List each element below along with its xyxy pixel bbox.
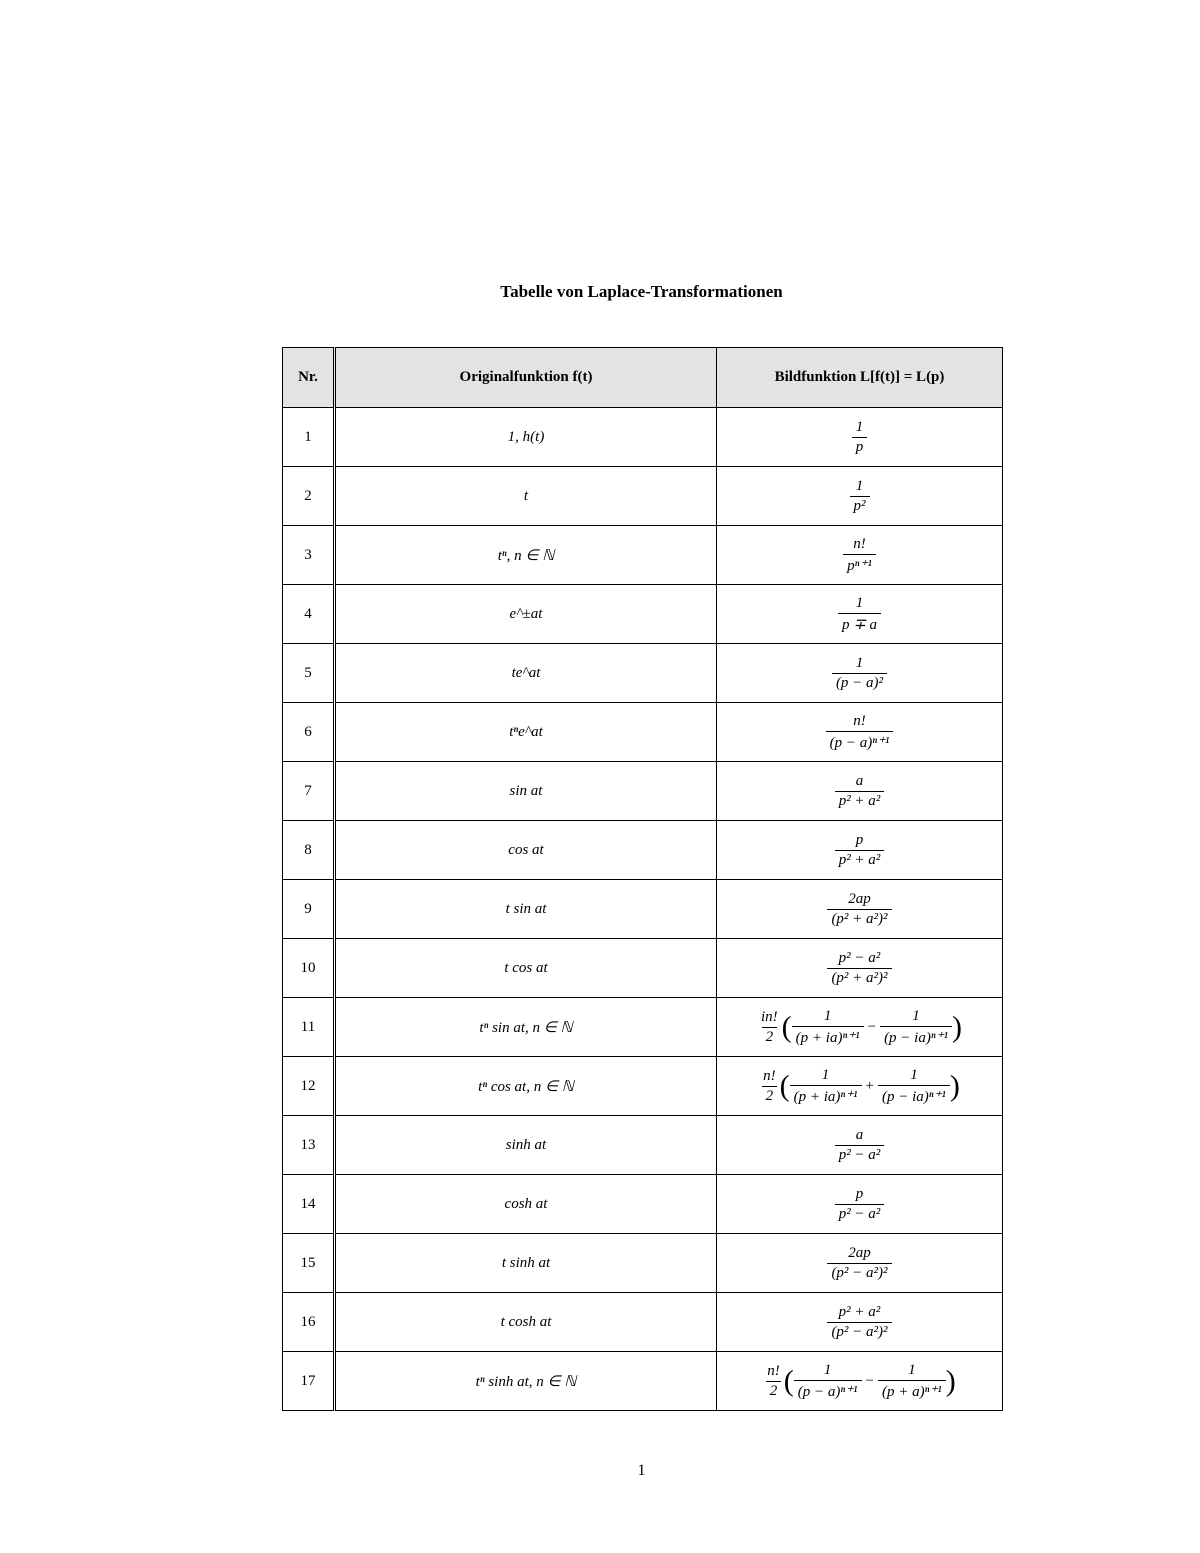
image-function: [717, 703, 1003, 762]
fraction: [835, 1127, 885, 1164]
table-row: [283, 644, 1003, 703]
image-function: [717, 1116, 1003, 1175]
prefactor-fraction: [757, 1009, 782, 1046]
right-paren: ): [951, 1010, 962, 1043]
original-function: tⁿe^at: [335, 703, 717, 762]
first-fraction: [794, 1362, 862, 1401]
table-row: [283, 1352, 1003, 1411]
numerator: 2ap: [848, 890, 871, 907]
fraction: [835, 832, 885, 869]
numerator: n!: [853, 535, 866, 552]
numerator: 1: [908, 1361, 916, 1378]
header-original: Originalfunktion f(t): [335, 348, 717, 408]
numerator: p² − a²: [838, 949, 881, 966]
numerator: 2ap: [848, 1244, 871, 1261]
left-paren: (: [779, 1069, 790, 1102]
fraction: [835, 1186, 885, 1223]
table-row: [283, 880, 1003, 939]
numerator: n!: [763, 1067, 776, 1084]
page-title: Tabelle von Laplace-Transformationen: [500, 282, 783, 301]
original-function: cosh at: [335, 1175, 717, 1234]
original-function: t: [335, 467, 717, 526]
denominator: (p² + a²)²: [827, 968, 891, 987]
fraction: [838, 595, 881, 634]
numerator: 1: [855, 418, 864, 435]
numerator: 1: [855, 654, 864, 671]
second-fraction: [878, 1067, 950, 1106]
fraction: [826, 713, 894, 752]
numerator: p: [855, 831, 864, 848]
operator: +: [865, 1077, 874, 1094]
image-function: [717, 998, 1003, 1057]
fraction: [827, 1245, 891, 1282]
original-function: tⁿ, n ∈ ℕ: [335, 526, 717, 585]
numerator: in!: [761, 1008, 778, 1025]
right-paren: ): [949, 1069, 960, 1102]
table-row: [283, 1116, 1003, 1175]
denominator: (p² − a²)²: [827, 1322, 891, 1341]
table-row: [283, 939, 1003, 998]
image-function: [717, 1057, 1003, 1116]
row-number: 12: [283, 1057, 335, 1116]
numerator: p² + a²: [838, 1303, 881, 1320]
table-header-row: [283, 348, 1003, 408]
fraction: [827, 891, 891, 928]
denominator: p² − a²: [835, 1145, 885, 1164]
original-function: t cos at: [335, 939, 717, 998]
denominator: p²: [850, 496, 870, 515]
row-number: 11: [283, 998, 335, 1057]
numerator: 1: [855, 594, 864, 611]
fraction: [832, 655, 887, 692]
denominator: 2: [766, 1381, 782, 1400]
left-paren: (: [783, 1364, 794, 1397]
denominator: 2: [762, 1086, 778, 1105]
table-row: [283, 703, 1003, 762]
fraction: [835, 773, 885, 810]
numerator: 1: [821, 1066, 830, 1083]
numerator: 1: [823, 1007, 832, 1024]
laplace-table: [282, 347, 1003, 1411]
denominator: (p + ia)ⁿ⁺¹: [792, 1026, 864, 1047]
table-row: [283, 1057, 1003, 1116]
header-image: Bildfunktion L[f(t)] = L(p): [717, 348, 1003, 408]
original-function: e^±at: [335, 585, 717, 644]
original-function: te^at: [335, 644, 717, 703]
numerator: p: [855, 1185, 864, 1202]
row-number: 4: [283, 585, 335, 644]
image-function: [717, 467, 1003, 526]
original-function: cos at: [335, 821, 717, 880]
denominator: 2: [762, 1027, 778, 1046]
fraction: [827, 1304, 891, 1341]
row-number: 14: [283, 1175, 335, 1234]
fraction: [852, 419, 868, 456]
header-nr: Nr.: [283, 348, 335, 408]
table-row: [283, 762, 1003, 821]
second-fraction: [880, 1008, 952, 1047]
original-function: t sin at: [335, 880, 717, 939]
right-paren: ): [945, 1364, 956, 1397]
original-function: t cosh at: [335, 1293, 717, 1352]
denominator: (p − a)²: [832, 673, 887, 692]
row-number: 16: [283, 1293, 335, 1352]
table-row: [283, 408, 1003, 467]
denominator: p² − a²: [835, 1204, 885, 1223]
image-function: [717, 1175, 1003, 1234]
operator: −: [867, 1018, 877, 1035]
row-number: 13: [283, 1116, 335, 1175]
denominator: (p − ia)ⁿ⁺¹: [880, 1026, 952, 1047]
image-function: [717, 526, 1003, 585]
image-function: [717, 821, 1003, 880]
denominator: (p² − a²)²: [827, 1263, 891, 1282]
image-function: [717, 880, 1003, 939]
row-number: 2: [283, 467, 335, 526]
row-number: 3: [283, 526, 335, 585]
numerator: a: [855, 1126, 864, 1143]
table-row: [283, 821, 1003, 880]
row-number: 17: [283, 1352, 335, 1411]
denominator: (p + ia)ⁿ⁺¹: [790, 1085, 862, 1106]
original-function: tⁿ sin at, n ∈ ℕ: [335, 998, 717, 1057]
table-row: [283, 1175, 1003, 1234]
row-number: 15: [283, 1234, 335, 1293]
original-function: 1, h(t): [335, 408, 717, 467]
original-function: t sinh at: [335, 1234, 717, 1293]
row-number: 1: [283, 408, 335, 467]
table-row: [283, 1293, 1003, 1352]
denominator: p² + a²: [835, 791, 885, 810]
numerator: 1: [912, 1007, 920, 1024]
numerator: 1: [855, 477, 864, 494]
image-function: [717, 644, 1003, 703]
image-function: [717, 585, 1003, 644]
denominator: pⁿ⁺¹: [843, 554, 876, 575]
page-number: 1: [637, 1462, 646, 1479]
numerator: 1: [823, 1361, 832, 1378]
numerator: a: [855, 772, 864, 789]
image-function: [717, 408, 1003, 467]
operator: −: [865, 1372, 874, 1389]
denominator: p² + a²: [835, 850, 885, 869]
row-number: 10: [283, 939, 335, 998]
row-number: 6: [283, 703, 335, 762]
denominator: p: [852, 437, 868, 456]
first-fraction: [790, 1067, 862, 1106]
left-paren: (: [781, 1010, 792, 1043]
fraction: [850, 478, 870, 515]
original-function: tⁿ sinh at, n ∈ ℕ: [335, 1352, 717, 1411]
image-function: [717, 762, 1003, 821]
denominator: p ∓ a: [838, 613, 881, 634]
row-number: 8: [283, 821, 335, 880]
image-function: [717, 939, 1003, 998]
fraction: [843, 536, 876, 575]
denominator: (p − ia)ⁿ⁺¹: [878, 1085, 950, 1106]
first-fraction: [792, 1008, 864, 1047]
prefactor-fraction: [763, 1363, 784, 1400]
row-number: 9: [283, 880, 335, 939]
image-function: [717, 1352, 1003, 1411]
table-row: [283, 585, 1003, 644]
table-row: [283, 1234, 1003, 1293]
original-function: sin at: [335, 762, 717, 821]
image-function: [717, 1293, 1003, 1352]
fraction: [827, 950, 891, 987]
numerator: 1: [910, 1066, 918, 1083]
original-function: tⁿ cos at, n ∈ ℕ: [335, 1057, 717, 1116]
table-row: [283, 526, 1003, 585]
numerator: n!: [767, 1362, 780, 1379]
prefactor-fraction: [759, 1068, 780, 1105]
denominator: (p − a)ⁿ⁺¹: [826, 731, 894, 752]
numerator: n!: [853, 712, 866, 729]
denominator: (p + a)ⁿ⁺¹: [878, 1380, 946, 1401]
table-row: [283, 467, 1003, 526]
row-number: 7: [283, 762, 335, 821]
row-number: 5: [283, 644, 335, 703]
second-fraction: [878, 1362, 946, 1401]
original-function: sinh at: [335, 1116, 717, 1175]
denominator: (p − a)ⁿ⁺¹: [794, 1380, 862, 1401]
image-function: [717, 1234, 1003, 1293]
table-row: [283, 998, 1003, 1057]
denominator: (p² + a²)²: [827, 909, 891, 928]
